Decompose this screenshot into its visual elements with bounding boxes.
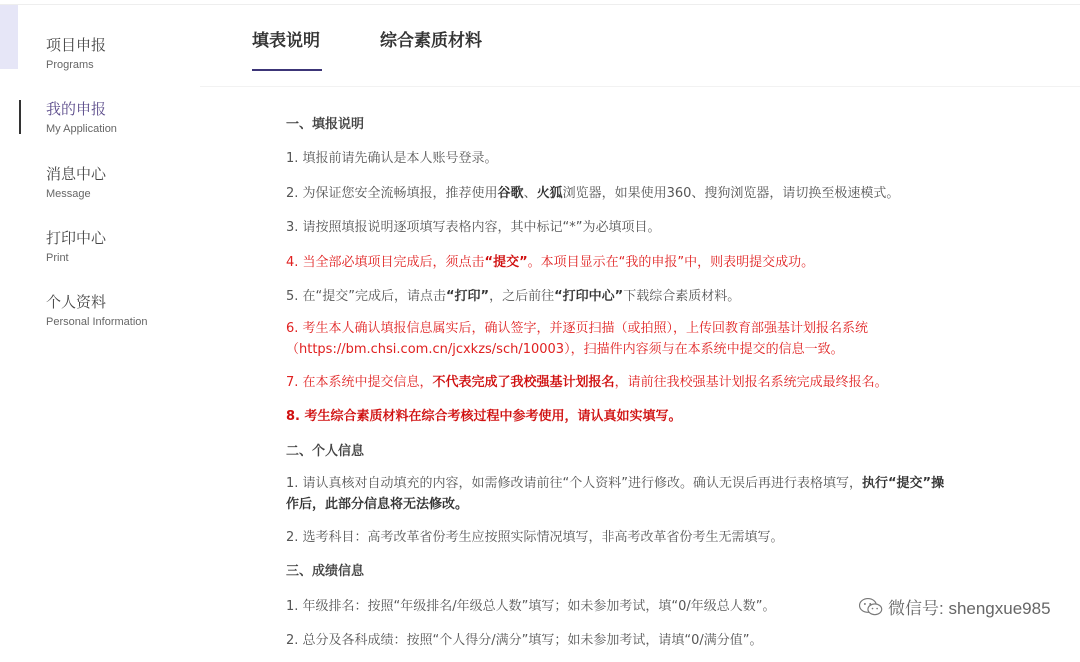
text-segment: 1. 请认真核对自动填充的内容，如需修改请前往“个人资料”进行修改。确认无误后再进行表格填写，	[286, 476, 863, 491]
emphasis-text: 作后，此部分信息将无法修改。	[286, 497, 469, 512]
instruction-line	[286, 339, 844, 360]
emphasis-text: “提交”	[484, 255, 528, 270]
sidebar-item-message[interactable]	[46, 165, 106, 201]
sidebar-item-label: 个人资料	[46, 293, 107, 311]
sidebar-item-sublabel: Print	[46, 252, 69, 264]
instruction-line	[286, 318, 868, 339]
instruction-line	[286, 217, 661, 238]
sidebar-item-programs[interactable]	[46, 36, 106, 72]
instruction-line	[286, 406, 682, 427]
sidebar-item-label: 我的申报	[46, 100, 107, 118]
sidebar-item-sublabel: My Application	[46, 123, 117, 135]
section-heading	[286, 561, 364, 582]
text-segment: 5. 在“提交”完成后，请点击	[286, 289, 447, 304]
instruction-line	[286, 252, 814, 273]
emphasis-text: 8. 考生综合素质材料在综合考核过程中参考使用，请认真如实填写。	[286, 409, 682, 424]
emphasis-text: 谷歌	[497, 186, 524, 201]
sidebar-item-label: 项目申报	[46, 36, 107, 54]
text-segment: 三、成绩信息	[286, 564, 365, 579]
sidebar-item-sublabel: Message	[46, 188, 91, 200]
tab-instructions[interactable]: 填表说明	[252, 31, 320, 51]
instruction-line	[286, 527, 784, 548]
text-segment: 2. 总分及各科成绩：按照“个人得分/满分”填写；如未参加考试，请填“0/满分值”。	[286, 633, 763, 648]
text-segment: 一、填报说明	[286, 117, 365, 132]
text-segment: 3. 请按照填报说明逐项填写表格内容，其中标记“*”为必填项目。	[286, 220, 661, 235]
emphasis-text: 火狐	[536, 186, 563, 201]
instruction-line	[286, 596, 776, 617]
emphasis-text: “打印中心”	[554, 289, 624, 304]
text-segment: 浏览器，如果使用360、搜狗浏览器，请切换至极速模式。	[562, 186, 900, 201]
active-tab-underline	[252, 69, 322, 71]
sidebar-item-sublabel: Programs	[46, 59, 94, 71]
text-segment: ，请前往我校强基计划报名系统完成最终报名。	[614, 375, 888, 390]
sidebar-item-personal-information[interactable]	[46, 293, 148, 329]
sidebar-item-sublabel: Personal Information	[46, 316, 148, 328]
text-segment: 6. 考生本人确认填报信息属实后，确认签字，并逐页扫描（或拍照），上传回教育部强基计划报名系统	[286, 321, 869, 336]
section-heading	[286, 441, 364, 462]
instruction-line	[286, 286, 740, 307]
instruction-line	[286, 148, 498, 169]
emphasis-text: 不代表完成了我校强基计划报名	[432, 375, 615, 390]
text-segment: （https://bm.chsi.com.cn/jcxkzs/sch/10003），扫描件内容须与在本系统中提交的信息一致。	[286, 342, 844, 357]
emphasis-text: “打印”	[446, 289, 490, 304]
top-border	[0, 4, 1080, 5]
active-indicator	[19, 100, 21, 134]
text-segment: ，之后前往	[489, 289, 555, 304]
instruction-line	[286, 630, 763, 651]
sidebar-item-label: 消息中心	[46, 165, 107, 183]
instruction-line	[286, 473, 944, 494]
section-heading	[286, 114, 364, 135]
text-segment: 1. 年级排名：按照“年级排名/年级总人数”填写；如未参加考试，填“0/年级总人数”。	[286, 599, 776, 614]
watermark-text: 微信号: shengxue985	[888, 599, 1051, 618]
emphasis-text: 执行“提交”操	[862, 476, 945, 491]
divider	[200, 86, 1080, 87]
instruction-line	[286, 494, 468, 515]
sidebar-item-print[interactable]	[46, 229, 106, 265]
text-segment: 1. 填报前请先确认是本人账号登录。	[286, 151, 498, 166]
text-segment: 。本项目显示在“我的申报”中，则表明提交成功。	[527, 255, 815, 270]
text-segment: 7. 在本系统中提交信息，	[286, 375, 433, 390]
text-segment: 下载综合素质材料。	[623, 289, 741, 304]
instruction-line	[286, 372, 888, 393]
text-segment: 2. 选考科目：高考改革省份考生应按照实际情况填写，非高考改革省份考生无需填写。	[286, 530, 784, 545]
text-segment: 4. 当全部必填项目完成后，须点击	[286, 255, 485, 270]
text-segment: 2. 为保证您安全流畅填报，推荐使用	[286, 186, 498, 201]
tab-materials[interactable]: 综合素质材料	[380, 31, 482, 51]
sidebar-item-label: 打印中心	[46, 229, 107, 247]
text-segment: 、	[523, 186, 537, 201]
corner-highlight	[0, 5, 18, 69]
text-segment: 二、个人信息	[286, 444, 365, 459]
wechat-icon	[858, 596, 884, 618]
watermark	[858, 594, 1051, 619]
instruction-line	[286, 183, 899, 204]
sidebar-item-my-application[interactable]	[46, 100, 117, 136]
